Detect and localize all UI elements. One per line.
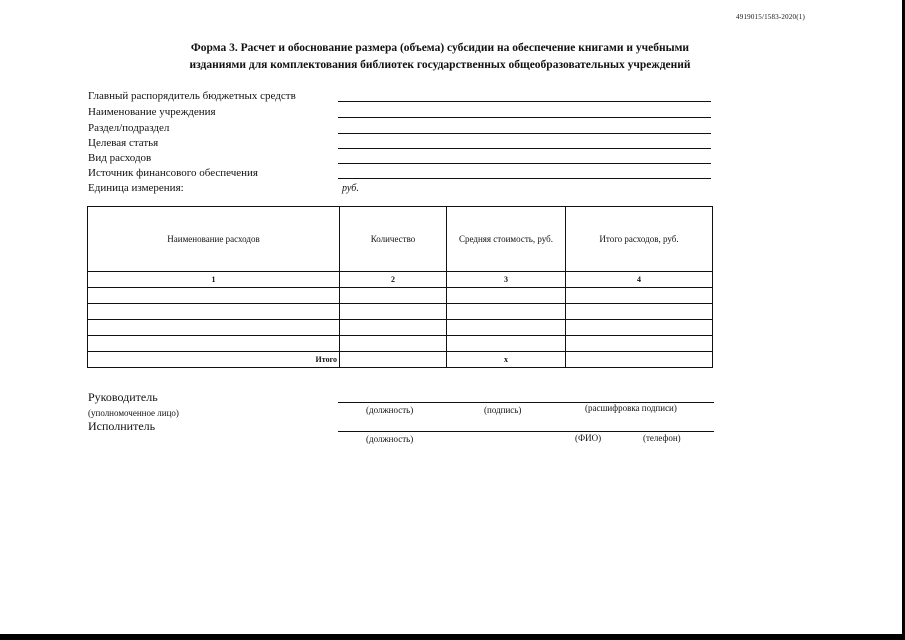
table-header-row bbox=[88, 207, 713, 272]
unit-value: руб. bbox=[342, 183, 359, 194]
table-cell[interactable] bbox=[566, 320, 713, 336]
field-label-section: Раздел/подраздел bbox=[88, 122, 170, 134]
field-line-institution[interactable] bbox=[338, 117, 711, 118]
field-label-institution: Наименование учреждения bbox=[88, 106, 216, 118]
table-cell[interactable] bbox=[447, 288, 566, 304]
table-cell[interactable] bbox=[340, 336, 447, 352]
column-number: 2 bbox=[340, 272, 447, 288]
header-average-cost: Средняя стоимость, руб. bbox=[447, 207, 566, 272]
table-cell[interactable] bbox=[447, 336, 566, 352]
executor-phone-caption: (телефон) bbox=[643, 433, 681, 443]
table-cell[interactable] bbox=[566, 304, 713, 320]
table-cell[interactable] bbox=[88, 288, 340, 304]
table-cell[interactable] bbox=[447, 304, 566, 320]
field-label-unit: Единица измерения: bbox=[88, 182, 184, 194]
executor-position-caption: (должность) bbox=[366, 434, 414, 444]
total-average-cost-mark: х bbox=[447, 352, 566, 368]
form-title-line-1: Форма 3. Расчет и обоснование размера (объема) субсидии на обеспечение книгами и учебными bbox=[190, 42, 690, 54]
table-cell[interactable] bbox=[88, 304, 340, 320]
executor-signature-line[interactable] bbox=[338, 431, 714, 432]
table-row bbox=[88, 304, 713, 320]
field-label-target-article: Целевая статья bbox=[88, 137, 159, 149]
table-cell[interactable] bbox=[340, 288, 447, 304]
table-row bbox=[88, 336, 713, 352]
header-expense-name: Наименование расходов bbox=[88, 207, 340, 272]
total-quantity-cell[interactable] bbox=[340, 352, 447, 368]
head-position-caption: (должность) bbox=[366, 405, 414, 415]
table-row bbox=[88, 320, 713, 336]
field-label-expense-type: Вид расходов bbox=[88, 152, 152, 164]
calculation-table bbox=[87, 206, 713, 368]
scan-edge-bottom bbox=[0, 634, 905, 640]
table-cell[interactable] bbox=[566, 336, 713, 352]
total-row bbox=[88, 352, 713, 368]
header-quantity: Количество bbox=[340, 207, 447, 272]
column-number: 1 bbox=[88, 272, 340, 288]
table-cell[interactable] bbox=[88, 336, 340, 352]
form-title-line-2: изданиями для комплектования библиотек государственных общеобразовательных учреждений bbox=[189, 59, 691, 71]
column-number: 4 bbox=[566, 272, 713, 288]
head-sub-label: (уполномоченное лицо) bbox=[88, 408, 179, 418]
header-total-expenses: Итого расходов, руб. bbox=[566, 207, 713, 272]
field-line-target-article[interactable] bbox=[338, 148, 711, 149]
table-cell[interactable] bbox=[340, 304, 447, 320]
table-cell[interactable] bbox=[340, 320, 447, 336]
form-title bbox=[90, 40, 790, 74]
field-line-section[interactable] bbox=[338, 133, 711, 134]
field-line-budget-manager[interactable] bbox=[338, 101, 711, 102]
head-signature-caption: (подпись) bbox=[484, 405, 522, 415]
head-decoding-caption: (расшифровка подписи) bbox=[585, 403, 677, 413]
total-label: Итого bbox=[88, 352, 340, 368]
column-number: 3 bbox=[447, 272, 566, 288]
head-label: Руководитель bbox=[88, 390, 158, 404]
table-cell[interactable] bbox=[566, 288, 713, 304]
table-cell[interactable] bbox=[447, 320, 566, 336]
executor-name-caption: (ФИО) bbox=[575, 433, 602, 443]
executor-label: Исполнитель bbox=[88, 419, 156, 433]
field-label-funding-source: Источник финансового обеспечения bbox=[88, 167, 258, 179]
field-line-expense-type[interactable] bbox=[338, 163, 711, 164]
table-cell[interactable] bbox=[88, 320, 340, 336]
field-label-budget-manager: Главный распорядитель бюджетных средств bbox=[88, 90, 296, 102]
total-expenses-cell[interactable] bbox=[566, 352, 713, 368]
column-number-row bbox=[88, 272, 713, 288]
document-id: 4919015/1583-2020(1) bbox=[736, 13, 805, 21]
field-line-funding-source[interactable] bbox=[338, 178, 711, 179]
table-row bbox=[88, 288, 713, 304]
